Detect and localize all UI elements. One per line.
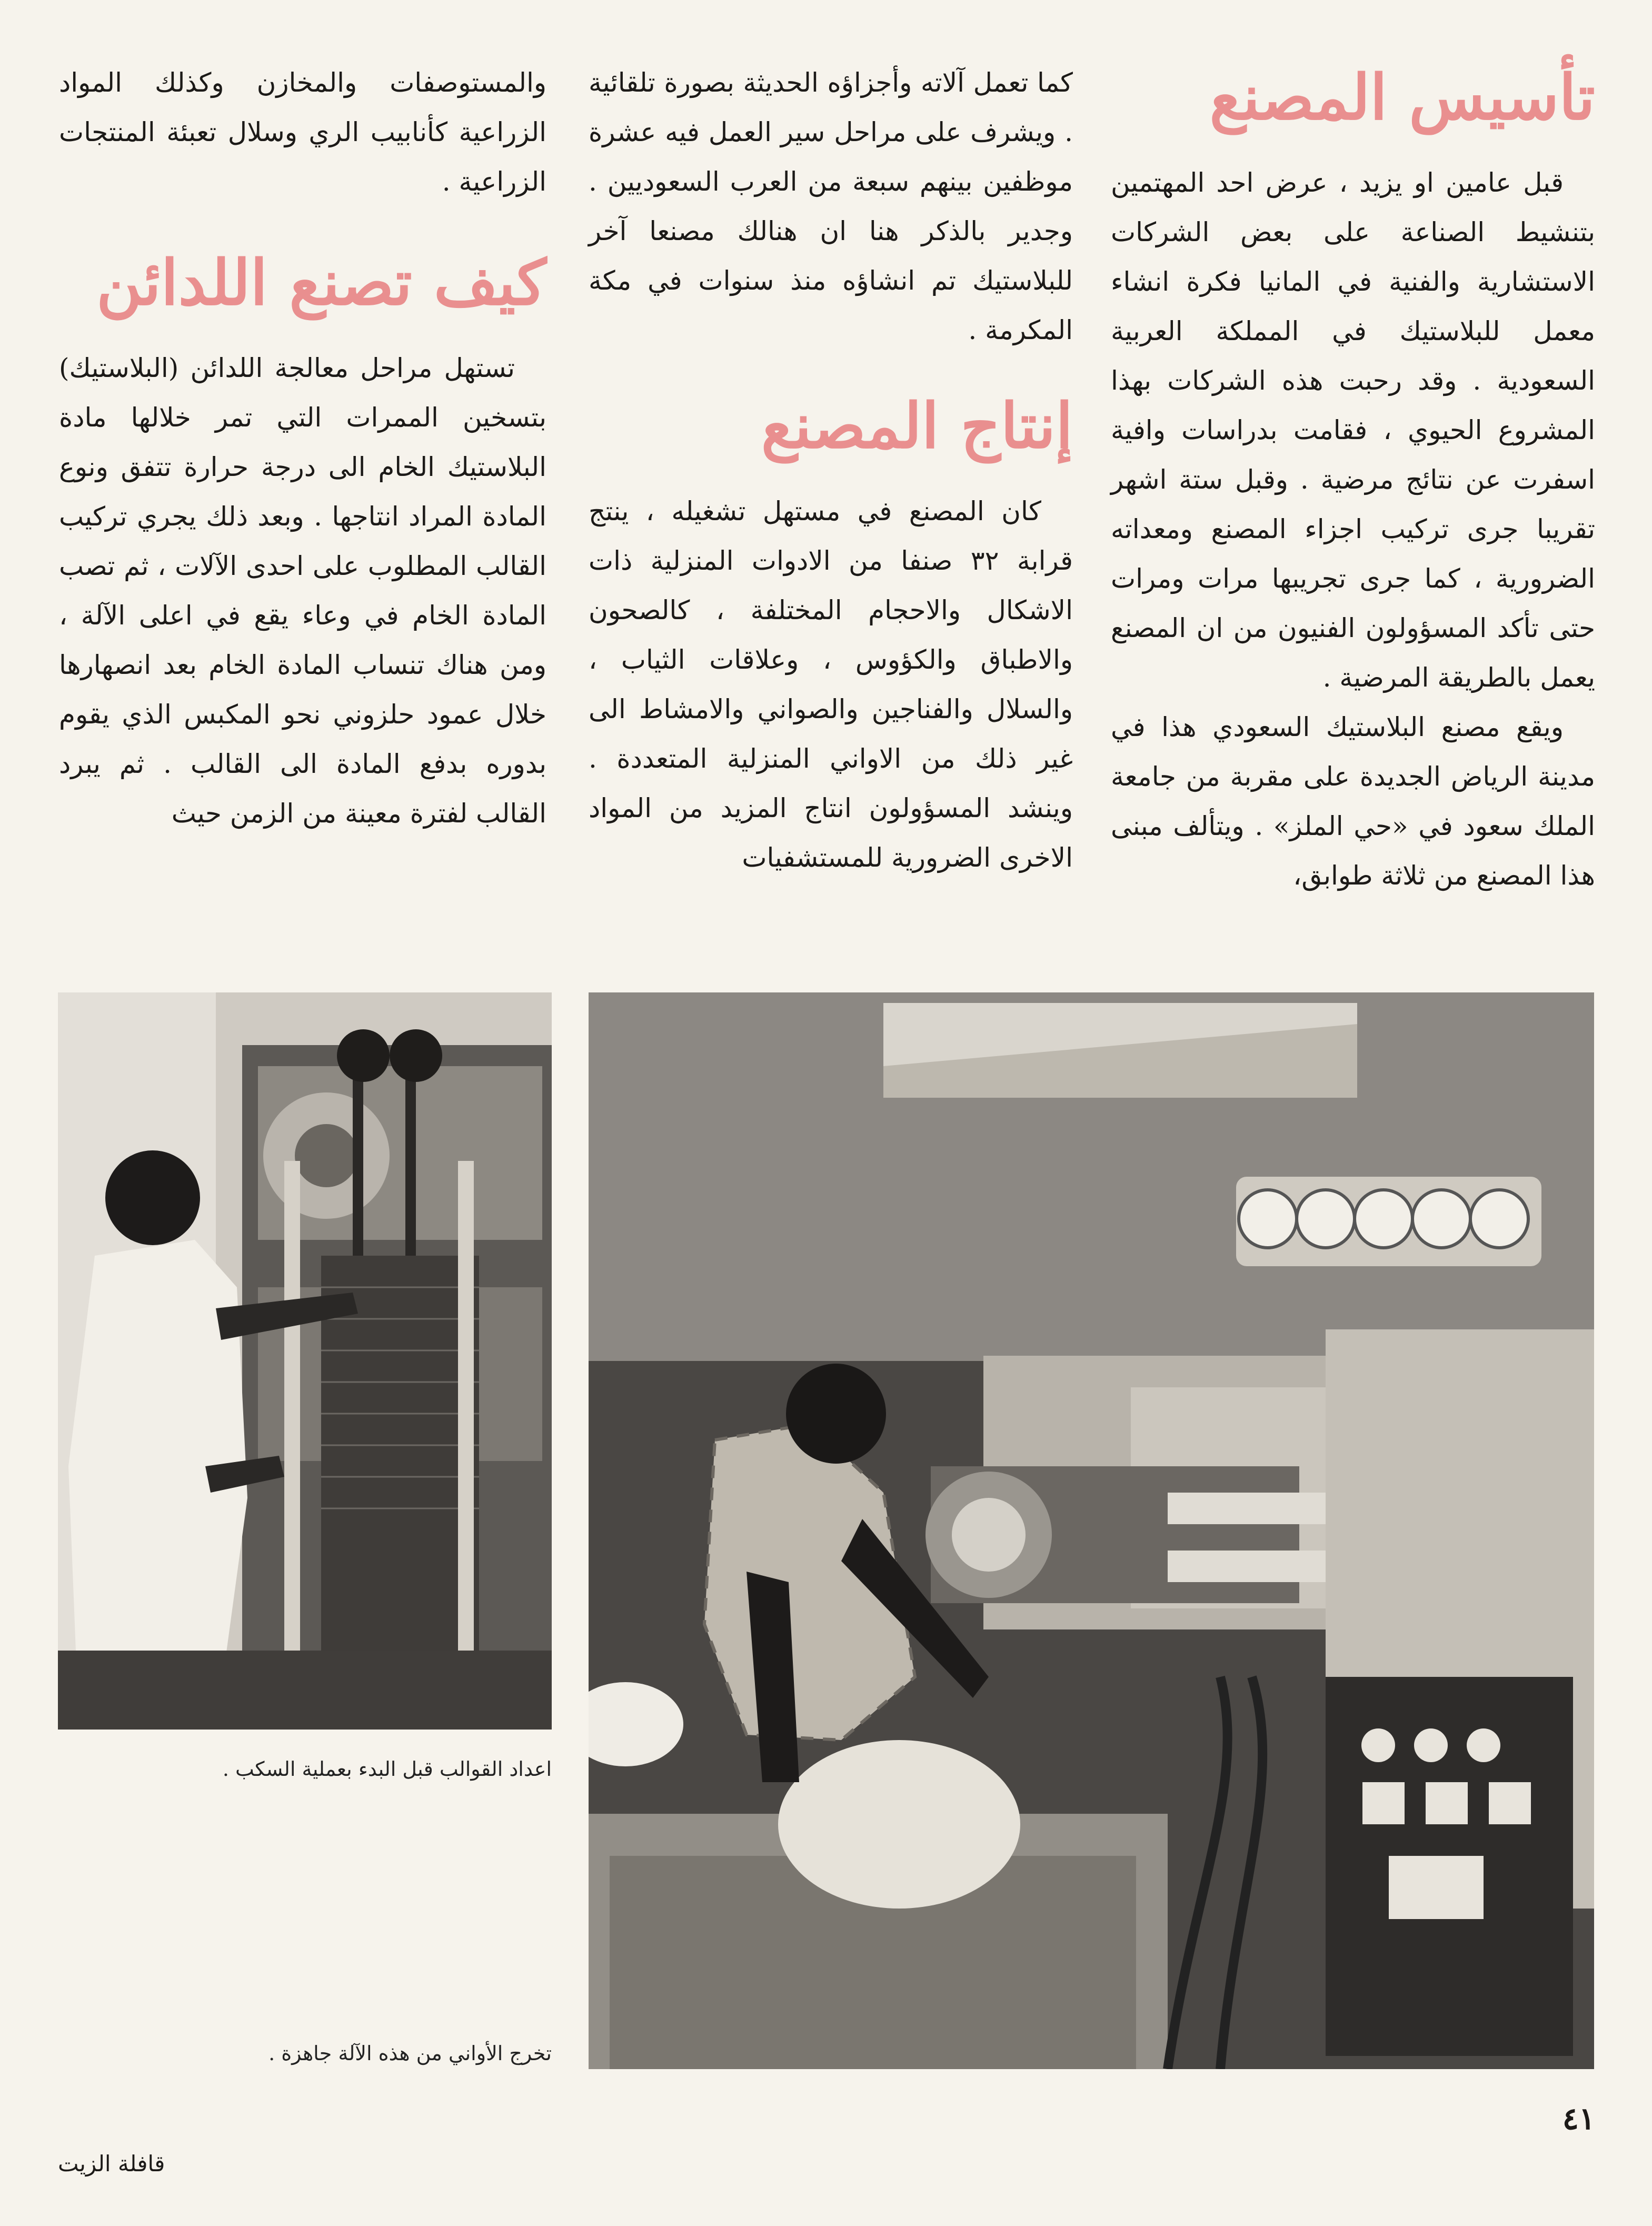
photo-injection-machine — [589, 992, 1594, 2069]
paragraph-founding-1: قبل عامين او يزيد ، عرض احد المهتمين بتنشيط الصناعة على بعض الشركات الاستشارية والفنية في المانيا فكرة انشاء معمل للبلاستيك في المملكة العربية السعودية . وقد رحبت هذه الشركات بهذا المشروع الحيوي ، فقامت بدراسات وافية اسفرت عن نتائج مرضية . وقبل ستة اشهر تقريبا جرى تركيب اجزاء المصنع ومعداته الضرورية ، كما جرى تجريبها مرات ومرات حتى تأكد المسؤولون الفنيون من ان المصنع يعمل بالطريقة المرضية . — [1111, 167, 1595, 693]
photo-mold-preparation — [58, 992, 552, 1730]
magazine-name: قافلة الزيت — [58, 2151, 165, 2177]
caption-mold-preparation: اعداد القوالب قبل البدء بعملية السكب . — [222, 1757, 552, 1781]
paragraph-how-plastics-made: تستهل مراحل معالجة اللدائن (البلاستيك) بتسخين الممرات التي تمر خلالها مادة البلاستيك الخام الى درجة حرارة تتفق ونوع المادة المراد انتاجها . وبعد ذلك يجري تركيب القالب المطلوب على احدى الآلات ، ثم تصب المادة الخام في وعاء يقع في اعلى الآلة ، ومن هناك تنساب المادة الخام بعد انصهارها خلال عمود حلزوني نحو المكبس الذي يقوم بدوره بدفع المادة الى القالب . ثم يبرد القالب لفترة معينة من الزمن حيث — [59, 353, 546, 829]
paragraph-left-lead: والمستوصفات والمخازن وكذلك المواد الزراعية كأنابيب الري وسلال تعبئة المنتجات الزراعية . — [59, 67, 546, 197]
heading-production: إنتاج المصنع — [761, 389, 1073, 462]
heading-founding: تأسيس المصنع — [1209, 61, 1595, 134]
paragraph-middle-lead: كما تعمل آلاته وأجزاؤه الحديثة بصورة تلقائية . ويشرف على مراحل سير العمل فيه عشرة موظفين بينهم سبعة من العرب السعوديين . وجدير بالذكر هنا ان هنالك مصنعا آخر للبلاستيك تم انشاؤه منذ سنوات في مكة المكرمة . — [589, 67, 1073, 345]
article-column-right — [1111, 58, 1595, 900]
paragraph-production: كان المصنع في مستهل تشغيله ، ينتج قرابة ٣٢ صنفا من الادوات المنزلية ذات الاشكال والاحجام المختلفة ، كالصحون والاطباق والكؤوس ، وعلاقات الثياب ، والسلال والفناجين والصواني والامشاط الى غير ذلك من الاواني المنزلية المتعددة . وينشد المسؤولون انتاج المزيد من المواد الاخرى الضرورية للمستشفيات — [589, 496, 1073, 873]
caption-injection-machine: تخرج الأواني من هذه الآلة جاهزة . — [268, 2042, 552, 2065]
article-column-middle — [589, 58, 1073, 882]
article-column-left — [59, 58, 546, 838]
page-number: ٤١ — [1562, 2101, 1595, 2136]
heading-how-plastics-made: كيف تصنع اللدائن — [96, 246, 546, 319]
paragraph-founding-2: ويقع مصنع البلاستيك السعودي هذا في مدينة الرياض الجديدة على مقربة من جامعة الملك سعود في «حي الملز» . ويتألف مبنى هذا المصنع من ثلاثة طوابق، — [1111, 712, 1595, 891]
